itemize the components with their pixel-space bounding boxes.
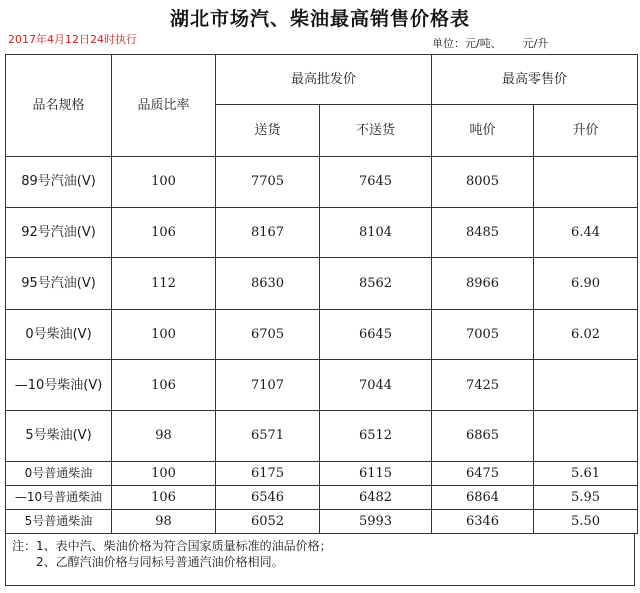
note-line-1: 注：1、表中汽、柴油价格为符合国家质量标准的油品价格； [12, 539, 332, 553]
row-no-delivery-price: 6512 [320, 411, 432, 461]
row-ton-price: 8005 [432, 156, 534, 207]
row-delivery-price: 8630 [216, 258, 320, 309]
table-row [6, 207, 638, 257]
row-name: 0号柴油(Ⅴ) [6, 309, 112, 359]
row-ton-price: 8485 [432, 207, 534, 257]
row-quality: 106 [112, 359, 216, 410]
row-delivery-price: 6175 [216, 461, 320, 485]
row-ton-price: 6475 [432, 461, 534, 485]
notes-box [5, 534, 635, 586]
row-name: 95号汽油(Ⅴ) [6, 258, 112, 309]
row-no-delivery-price: 8104 [320, 207, 432, 257]
row-quality: 106 [112, 207, 216, 257]
table-row [6, 411, 638, 461]
table-row [6, 359, 638, 410]
unit-label: 单位：元/吨、 元/升 [432, 37, 549, 50]
row-liter-price: 6.44 [534, 207, 638, 257]
row-name: 92号汽油(Ⅴ) [6, 207, 112, 257]
row-ton-price: 8966 [432, 258, 534, 309]
row-no-delivery-price: 6645 [320, 309, 432, 359]
row-name: 89号汽油(Ⅴ) [6, 156, 112, 207]
table-row [6, 258, 638, 309]
col-header-delivery: 送货 [216, 105, 320, 156]
row-ton-price: 6346 [432, 509, 534, 533]
row-liter-price: 5.50 [534, 509, 638, 533]
row-liter-price [534, 411, 638, 461]
table-row [6, 156, 638, 207]
row-liter-price [534, 156, 638, 207]
row-name: 5号柴油(Ⅴ) [6, 411, 112, 461]
row-no-delivery-price: 6115 [320, 461, 432, 485]
row-name: 5号普通柴油 [6, 509, 112, 533]
row-quality: 100 [112, 309, 216, 359]
table-row [6, 309, 638, 359]
row-delivery-price: 8167 [216, 207, 320, 257]
group-header-wholesale: 最高批发价 [216, 55, 432, 105]
row-liter-price: 6.02 [534, 309, 638, 359]
row-no-delivery-price: 7044 [320, 359, 432, 410]
col-header-per-liter: 升价 [534, 105, 638, 156]
row-quality: 100 [112, 461, 216, 485]
row-liter-price: 5.61 [534, 461, 638, 485]
row-delivery-price: 6052 [216, 509, 320, 533]
row-ton-price: 7005 [432, 309, 534, 359]
note-line-2: 2、乙醇汽油价格与同标号普通汽油价格相同。 [36, 555, 284, 569]
row-ton-price: 6864 [432, 485, 534, 509]
col-header-name: 品名规格 [6, 55, 112, 157]
row-no-delivery-price: 7645 [320, 156, 432, 207]
row-quality: 106 [112, 485, 216, 509]
row-no-delivery-price: 8562 [320, 258, 432, 309]
row-delivery-price: 6546 [216, 485, 320, 509]
row-liter-price [534, 359, 638, 410]
row-delivery-price: 7107 [216, 359, 320, 410]
row-ton-price: 6865 [432, 411, 534, 461]
row-delivery-price: 6705 [216, 309, 320, 359]
row-delivery-price: 6571 [216, 411, 320, 461]
row-name: —10号柴油(Ⅴ) [6, 359, 112, 410]
row-liter-price: 6.90 [534, 258, 638, 309]
row-quality: 100 [112, 156, 216, 207]
page-title: 湖北市场汽、柴油最高销售价格表 [169, 8, 470, 30]
row-no-delivery-price: 5993 [320, 509, 432, 533]
execution-date: 2017年4月12日24时执行 [8, 33, 137, 46]
col-header-no-delivery: 不送货 [320, 105, 432, 156]
col-header-per-ton: 吨价 [432, 105, 534, 156]
row-name: 0号普通柴油 [6, 461, 112, 485]
col-header-quality: 品质比率 [112, 55, 216, 157]
row-ton-price: 7425 [432, 359, 534, 410]
row-quality: 98 [112, 411, 216, 461]
row-no-delivery-price: 6482 [320, 485, 432, 509]
row-quality: 112 [112, 258, 216, 309]
table-row [6, 461, 638, 485]
price-table [5, 54, 638, 534]
table-row [6, 485, 638, 509]
row-name: —10号普通柴油 [6, 485, 112, 509]
row-quality: 98 [112, 509, 216, 533]
group-header-retail: 最高零售价 [432, 55, 638, 105]
row-liter-price: 5.95 [534, 485, 638, 509]
table-row [6, 509, 638, 533]
row-delivery-price: 7705 [216, 156, 320, 207]
